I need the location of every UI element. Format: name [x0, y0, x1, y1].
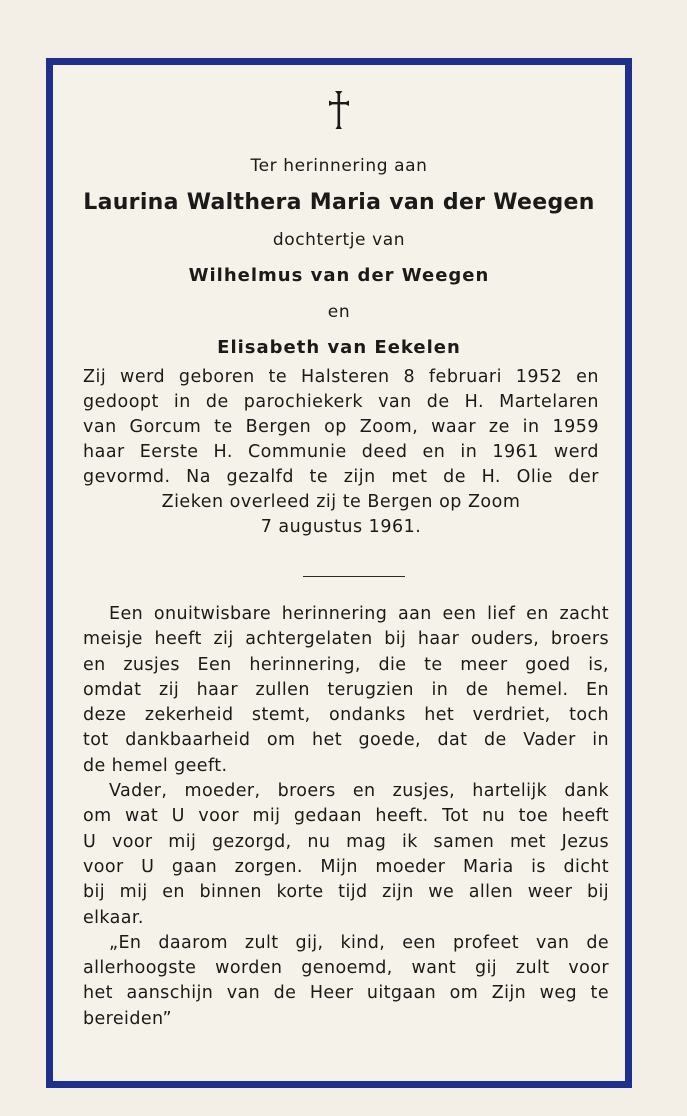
- paragraph-line: Vader, moeder, broers en zusjes, hartelijk dank: [109, 781, 609, 802]
- paragraph-line: de hemel geeft.: [83, 755, 228, 776]
- biography-line: haar Eerste H. Communie deed en in 1961 werd: [83, 442, 599, 462]
- paragraph-line: U voor mij gezorgd, nu mag ik samen met Jezus: [83, 831, 609, 852]
- father-name: Wilhelmus van der Weegen: [188, 265, 490, 286]
- memorial-card: [46, 58, 632, 1088]
- paragraph-line: tot dankbaarheid om het goede, dat de Vader in: [83, 730, 609, 751]
- paragraph-line: voor U gaan zorgen. Mijn moeder Maria is dicht: [83, 856, 609, 877]
- biography-line: 7 augustus 1961.: [260, 517, 422, 537]
- conjunction-line: en: [327, 302, 351, 322]
- paragraph-line: allerhoogste worden genoemd, want gij zult voor: [83, 958, 609, 979]
- biography-line: Zij werd geboren te Halsteren 8 februari 1952 en: [83, 367, 599, 387]
- biography-line: gevormd. Na gezalfd te zijn met de H. Olie der: [83, 467, 599, 487]
- reflection-text: [83, 602, 609, 1032]
- paragraph-line: „En daarom zult gij, kind, een profeet van de: [109, 932, 609, 953]
- paragraph-line: deze zekerheid stemt, ondanks het verdriet, toch: [83, 705, 609, 726]
- relation-line: dochtertje van: [272, 230, 406, 250]
- card-header: [53, 149, 625, 367]
- section-divider: [303, 576, 405, 577]
- paragraph-line: elkaar.: [83, 907, 144, 928]
- biography: [83, 365, 599, 540]
- paragraph-line: Een onuitwisbare herinnering aan een lief en zacht: [109, 604, 609, 624]
- paragraph-line: het aanschijn van de Heer uitgaan om Zijn weg te: [83, 983, 609, 1004]
- paragraph-line: meisje heeft zij achtergelaten bij haar ouders, broers: [83, 629, 609, 650]
- intro-line: Ter herinnering aan: [250, 156, 428, 176]
- cross-header: [53, 89, 625, 135]
- latin-cross-icon: [327, 89, 351, 131]
- mother-name: Elisabeth van Eekelen: [217, 337, 461, 358]
- biography-line: Zieken overleed zij te Bergen op Zoom: [161, 492, 521, 512]
- paragraph-line: om wat U voor mij gedaan heeft. Tot nu toe heeft: [83, 806, 609, 827]
- paragraph-line: en zusjes Een herinnering, die te meer goed is,: [83, 654, 609, 675]
- paragraph-line: bij mij en binnen korte tijd zijn we allen weer bij: [83, 882, 609, 903]
- biography-line: van Gorcum te Bergen op Zoom, waar ze in 1959: [83, 417, 599, 437]
- paragraph-line: omdat zij haar zullen terugzien in de hemel. En: [83, 679, 609, 700]
- deceased-name: Laurina Walthera Maria van der Weegen: [83, 190, 595, 215]
- paragraph-line: bereiden”: [83, 1008, 172, 1029]
- biography-line: gedoopt in de parochiekerk van de H. Martelaren: [83, 392, 599, 412]
